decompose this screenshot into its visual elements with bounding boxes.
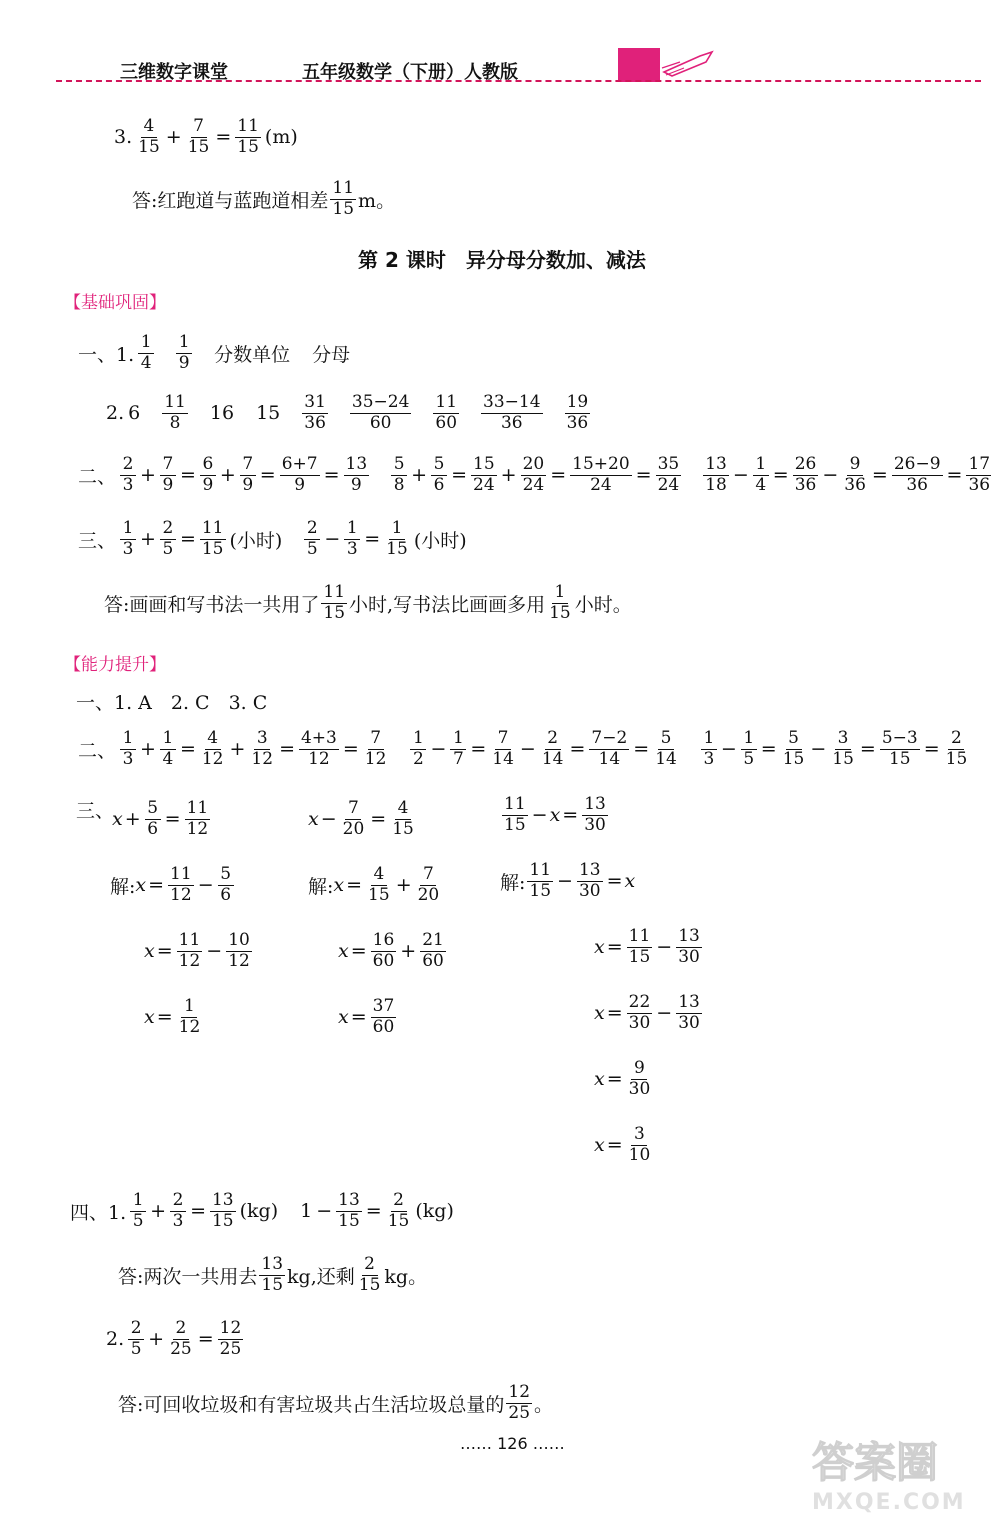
ability-3-col3-eq: 11 15 − x = $\frac{13}{30}$ bbox=[504, 794, 606, 835]
ability-3-col2-step1: 解: x = $\frac{4}{15}$ + $\frac{7}{20}$ bbox=[308, 864, 440, 905]
ability-3-col3-step3: x = $\frac{22}{30}$ − $\frac{13}{30}$ bbox=[594, 992, 700, 1033]
ability-2-equations: 二、 1 3 + $\frac{1}{4}$ = $\frac{4}{12}$ + $\frac{3}{12}$ = $\frac{4+3}{12}$ = $\frac{7}{12}$ 1 2 − $\frac{1}{7}$ = $\frac{7}{14}$ − $\frac{2}{14}$ = $\frac{7-2}{14}$ = $\frac{5}{14}$ 1 3 − $\frac{1}{5}$ = $\frac{5}{15}$ − $\frac{3}{15}$ = $\frac{5-3}{15}$ = $\frac{2}{15}$ bbox=[76, 730, 971, 769]
basic-3-answer: 答:画画和写书法一共用了 11 15 小时,写书法比画画多用 1 15 小时。 bbox=[104, 582, 632, 623]
watermark-text: 答案圈 bbox=[812, 1438, 939, 1487]
ability-3-col1-eq: x + $\frac{5}{6}$ = $\frac{11}{12}$ bbox=[112, 798, 209, 839]
problem-3-answer: 答:红跑道与蓝跑道相差 11 15 m。 bbox=[132, 178, 396, 219]
ability-1: 一、1. A 2. C 3. C bbox=[76, 692, 268, 714]
ability-3-col3-step2: x = $\frac{11}{15}$ − $\frac{13}{30}$ bbox=[594, 926, 700, 967]
fraction-chain: 5 8 + $\frac{5}{6}$ = $\frac{15}{24}$ + $\frac{20}{24}$ = $\frac{15+20}{24}$ = $\frac{35}{24}$ bbox=[389, 456, 683, 495]
fraction-chain: 1 3 + $\frac{1}{4}$ = $\frac{4}{12}$ + $\frac{3}{12}$ = $\frac{4+3}{12}$ = $\frac{7}{12}$ bbox=[118, 730, 390, 769]
ability-4-2-equation: 2. 2 5 + $\frac{2}{25}$ = $\frac{12}{25}$ bbox=[106, 1318, 242, 1359]
ability-4-2-answer: 答:可回收垃圾和有害垃圾共占生活垃圾总量的 12 25 。 bbox=[118, 1382, 554, 1423]
basic-3-equations: 三、 1 3 + $\frac{2}{5}$ = $\frac{11}{15}$ (小时) 2 5 − $\frac{1}{3}$ = $\frac{1}{15}$ (小时) bbox=[78, 518, 467, 559]
lesson-title: 第 2 课时 异分母分数加、减法 bbox=[358, 248, 646, 272]
header-brand: 三维数字课堂 bbox=[120, 62, 228, 83]
header-logo-block bbox=[618, 48, 660, 82]
section-ability: 【能力提升】 bbox=[64, 655, 166, 675]
ability-3-col1-step3: x = $\frac{1}{12}$ bbox=[144, 996, 201, 1037]
ability-4-1-answer: 答:两次一共用去 13 15 kg,还剩 2 15 kg。 bbox=[118, 1254, 428, 1295]
ability-3-col3-step1: 解: 11 15 − $\frac{13}{30}$ = x bbox=[500, 860, 636, 901]
fraction-chain: 1 3 − $\frac{1}{5}$ = $\frac{5}{15}$ − $\frac{3}{15}$ = $\frac{5-3}{15}$ = $\frac{2}{15}$ bbox=[699, 730, 971, 769]
ability-3-col1-step1: 解: x = $\frac{11}{12}$ − $\frac{5}{6}$ bbox=[110, 866, 236, 905]
ability-3-col1-step2: x = $\frac{11}{12}$ − $\frac{10}{12}$ bbox=[144, 930, 250, 971]
section-basic: 【基础巩固】 bbox=[64, 293, 166, 313]
basic-1-2: 2. 6 11 8 16 15 31 36 35−24 60 11 60 33−14 36 19 36 bbox=[106, 392, 589, 433]
basic-1-1: 一、1. 1 4 1 9 分数单位 分母 bbox=[78, 332, 351, 373]
watermark-sub: MXQE.COM bbox=[812, 1490, 966, 1515]
ability-3-label: 三、 bbox=[76, 800, 115, 822]
page-number: …… 126 …… bbox=[460, 1434, 565, 1453]
watermark-logo bbox=[812, 1430, 982, 1530]
fraction-chain: 13 18 − $\frac{1}{4}$ = $\frac{26}{36}$ − $\frac{9}{36}$ = $\frac{26-9}{36}$ = $\frac{17}{36}$ bbox=[705, 454, 991, 495]
basic-2-equations: 二、 2 3 + $\frac{7}{9}$ = $\frac{6}{9}$ + $\frac{7}{9}$ = $\frac{6+7}{9}$ = $\frac{13}{9}$ 5 8 + $\frac{5}{6}$ = $\frac{15}{24}$ + $\frac{20}{24}$ = $\frac{15+20}{24}$ = $\frac{35}{24}$ 13 18 − $\frac{1}{4}$ = $\frac{26}{36}$ − $\frac{9}{36}$ = $\frac{26-9}{36}$ = $\frac{17}{36}$ bbox=[76, 456, 991, 495]
ability-3-col2-step2: x = $\frac{16}{60}$ + $\frac{21}{60}$ bbox=[338, 930, 444, 971]
fraction-chain: 1 2 − $\frac{1}{7}$ = $\frac{7}{14}$ − $\frac{2}{14}$ = $\frac{7-2}{14}$ = $\frac{5}{14}$ bbox=[408, 730, 680, 769]
fraction-chain: 2 3 + $\frac{7}{9}$ = $\frac{6}{9}$ + $\frac{7}{9}$ = $\frac{6+7}{9}$ = $\frac{13}{9}$ bbox=[118, 456, 371, 495]
header-divider bbox=[56, 80, 981, 82]
ability-3-col3-step4: x = $\frac{9}{30}$ bbox=[594, 1058, 651, 1099]
ability-3-col3-step5: x = $\frac{3}{10}$ bbox=[594, 1124, 651, 1165]
rocket-icon bbox=[660, 48, 720, 78]
ability-4-1-equations: 四、1. 1 5 + $\frac{2}{3}$ = $\frac{13}{15}$ (kg) 1 − $\frac{13}{15}$ = $\frac{2}{15}$ (kg) bbox=[70, 1190, 454, 1231]
ability-3-col2-eq: x − $\frac{7}{20}$ = $\frac{4}{15}$ bbox=[308, 798, 414, 839]
header-book-title: 五年级数学（下册）人教版 bbox=[302, 62, 518, 83]
ability-3-col2-step3: x = $\frac{37}{60}$ bbox=[338, 996, 395, 1037]
problem-3-equation: 3. 4 15 + $\frac{7}{15}$ = $\frac{11}{15}$ (m) bbox=[114, 116, 298, 157]
